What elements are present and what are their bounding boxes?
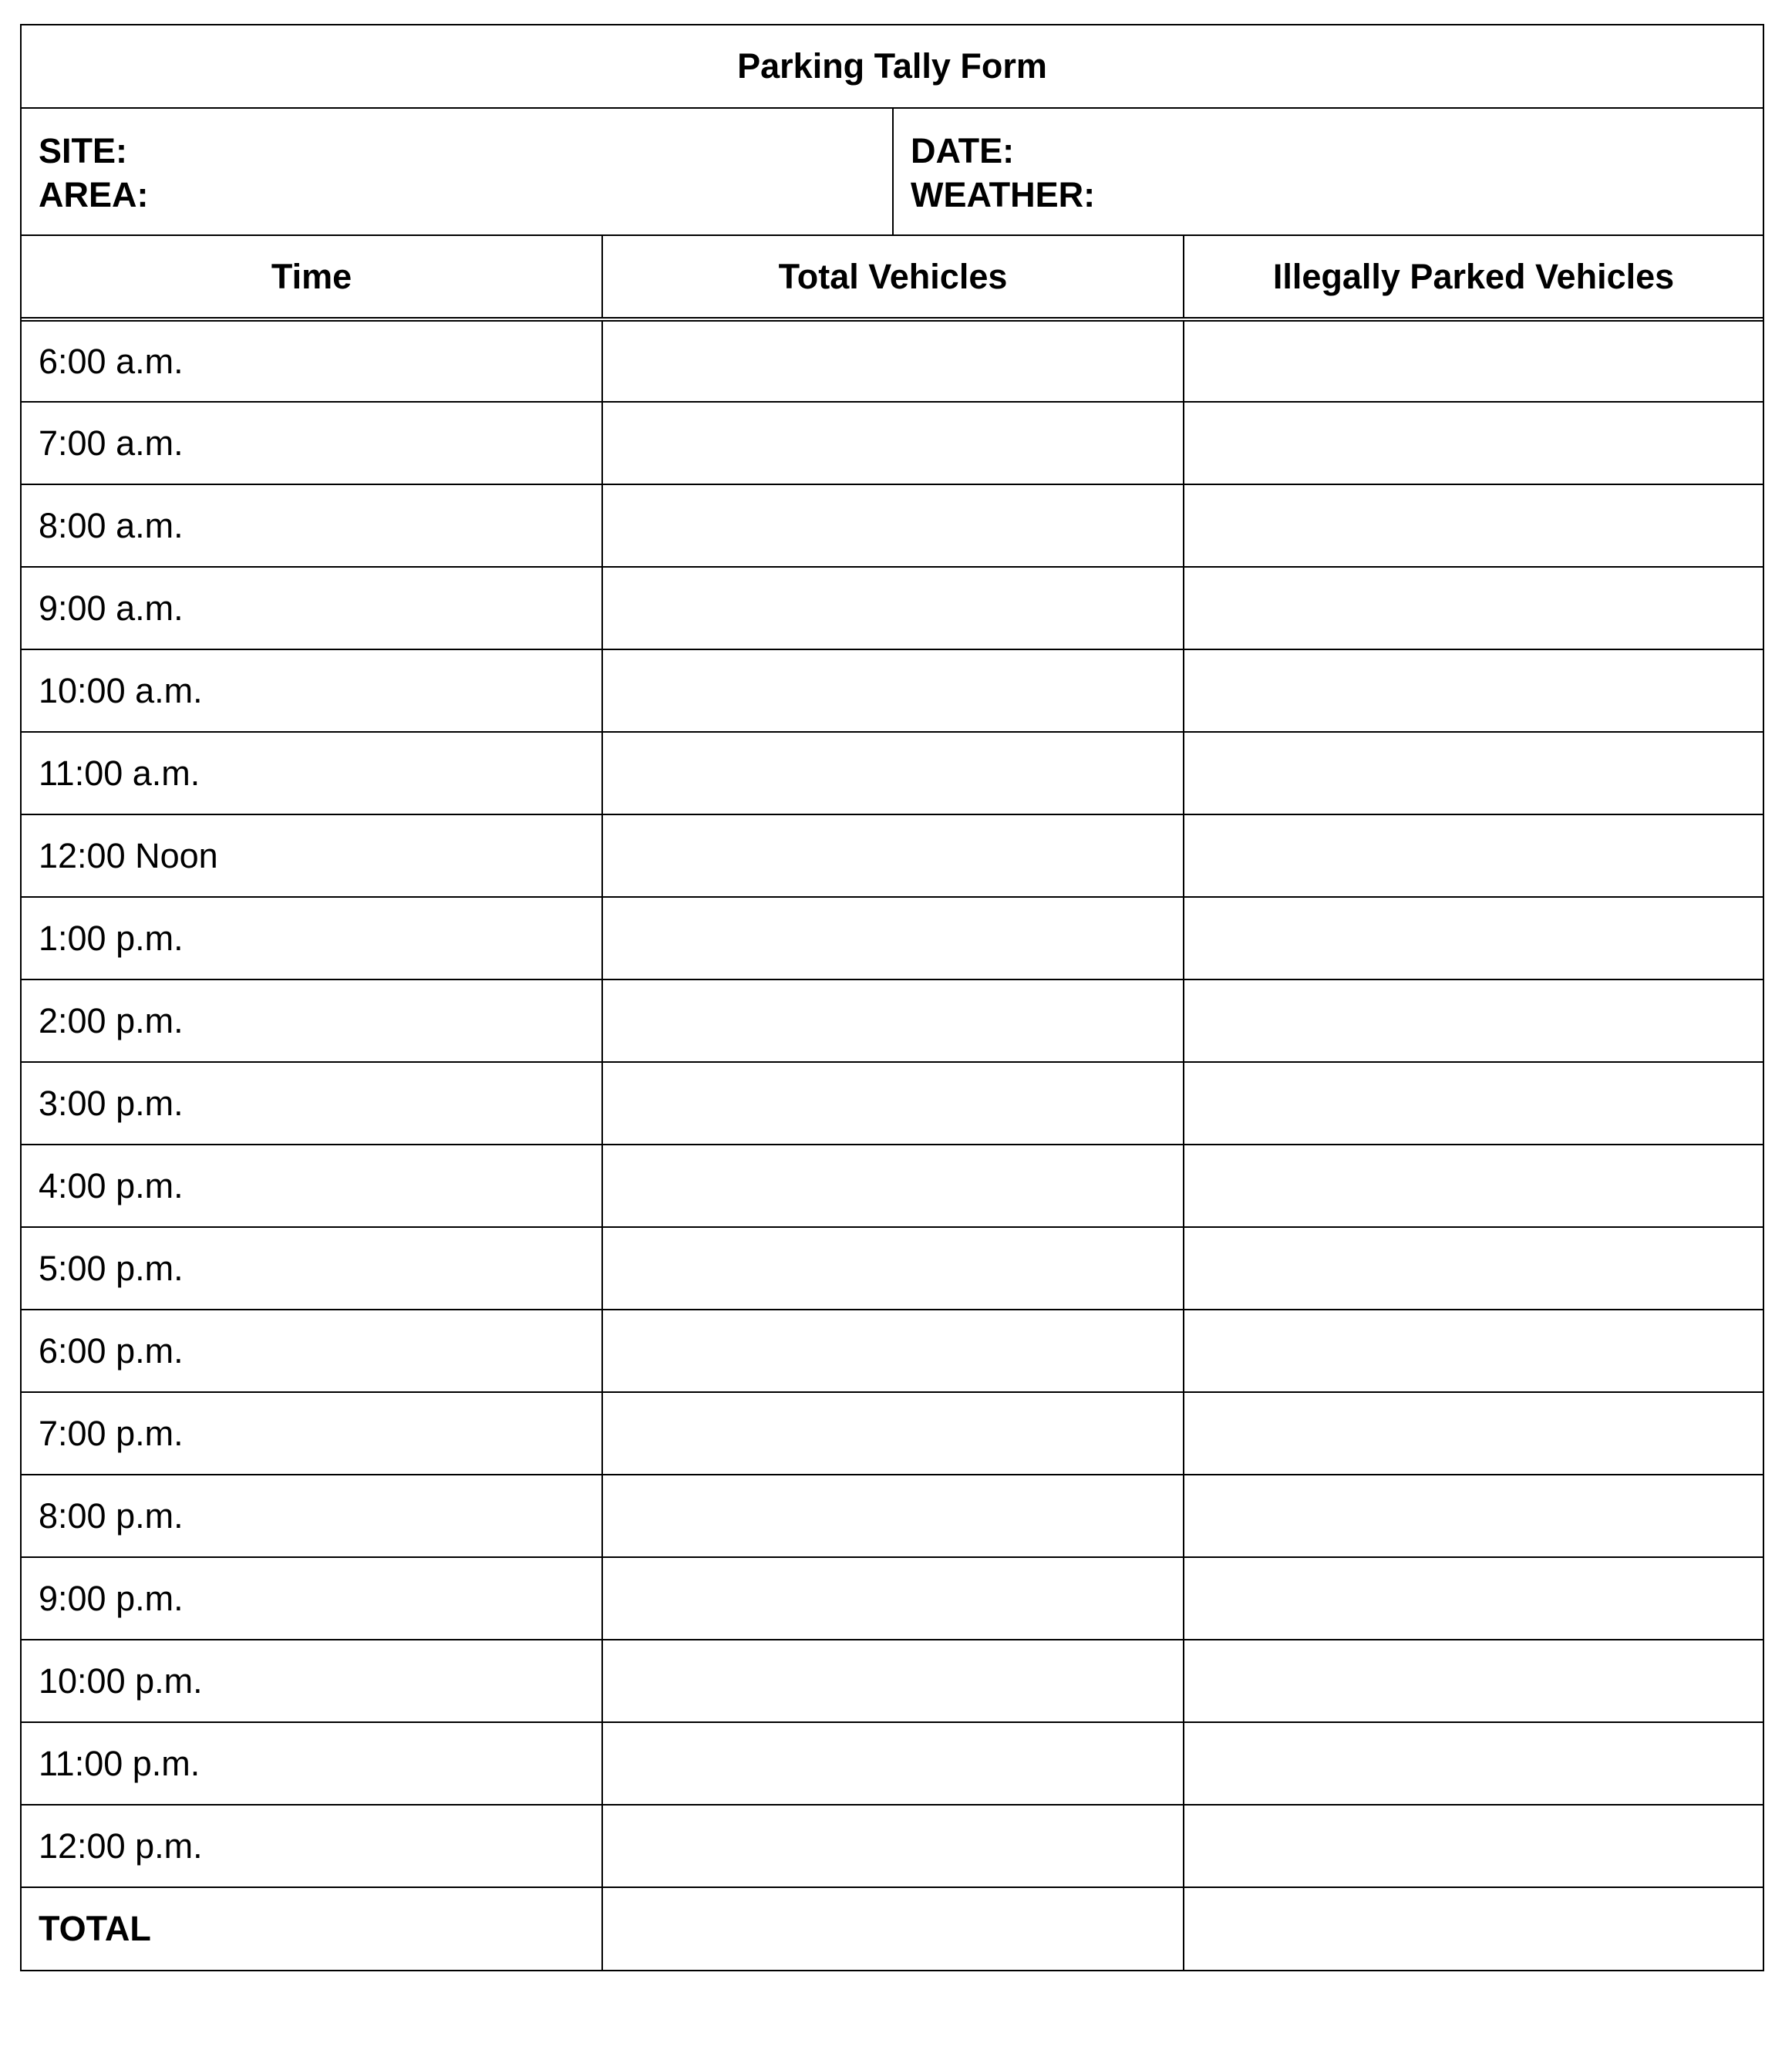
time-cell: 5:00 p.m.	[22, 1227, 602, 1310]
illegally-parked-cell[interactable]	[1184, 814, 1763, 897]
total-vehicles-cell[interactable]	[602, 402, 1184, 484]
table-row	[22, 732, 1763, 814]
total-label: TOTAL	[22, 1887, 602, 1970]
illegally-parked-cell[interactable]	[1184, 1805, 1763, 1887]
illegally-parked-cell[interactable]	[1184, 1145, 1763, 1227]
time-cell: 11:00 a.m.	[22, 732, 602, 814]
total-vehicles-cell[interactable]	[602, 567, 1184, 649]
form-title: Parking Tally Form	[22, 25, 1763, 109]
total-vehicles-cell[interactable]	[602, 1227, 1184, 1310]
table-row	[22, 649, 1763, 732]
header-time: Time	[22, 236, 602, 319]
total-vehicles-cell[interactable]	[602, 1805, 1184, 1887]
table-row	[22, 897, 1763, 979]
illegally-parked-sum-cell[interactable]	[1184, 1887, 1763, 1970]
table-row	[22, 484, 1763, 567]
time-cell: 8:00 p.m.	[22, 1475, 602, 1557]
time-cell: 3:00 p.m.	[22, 1062, 602, 1145]
date-weather-cell[interactable]	[894, 109, 1763, 234]
illegally-parked-cell[interactable]	[1184, 402, 1763, 484]
table-row	[22, 1557, 1763, 1640]
time-cell: 6:00 a.m.	[22, 319, 602, 402]
total-vehicles-cell[interactable]	[602, 1722, 1184, 1805]
table-row	[22, 1805, 1763, 1887]
total-vehicles-cell[interactable]	[602, 1392, 1184, 1475]
tally-table	[22, 236, 1763, 1970]
total-vehicles-cell[interactable]	[602, 1062, 1184, 1145]
illegally-parked-cell[interactable]	[1184, 1722, 1763, 1805]
table-header-row	[22, 236, 1763, 319]
time-cell: 8:00 a.m.	[22, 484, 602, 567]
time-cell: 4:00 p.m.	[22, 1145, 602, 1227]
table-row	[22, 1062, 1763, 1145]
table-row	[22, 567, 1763, 649]
table-row	[22, 402, 1763, 484]
total-vehicles-cell[interactable]	[602, 1310, 1184, 1392]
table-row	[22, 1640, 1763, 1722]
illegally-parked-cell[interactable]	[1184, 484, 1763, 567]
total-row	[22, 1887, 1763, 1970]
total-vehicles-cell[interactable]	[602, 897, 1184, 979]
time-cell: 12:00 p.m.	[22, 1805, 602, 1887]
illegally-parked-cell[interactable]	[1184, 319, 1763, 402]
illegally-parked-cell[interactable]	[1184, 979, 1763, 1062]
illegally-parked-cell[interactable]	[1184, 732, 1763, 814]
site-label: SITE:	[39, 131, 128, 170]
illegally-parked-cell[interactable]	[1184, 649, 1763, 732]
illegally-parked-cell[interactable]	[1184, 1640, 1763, 1722]
date-label: DATE:	[911, 131, 1015, 170]
area-label: AREA:	[39, 175, 149, 214]
total-vehicles-cell[interactable]	[602, 1557, 1184, 1640]
illegally-parked-cell[interactable]	[1184, 1392, 1763, 1475]
table-row	[22, 319, 1763, 402]
total-vehicles-cell[interactable]	[602, 649, 1184, 732]
illegally-parked-cell[interactable]	[1184, 1310, 1763, 1392]
total-vehicles-cell[interactable]	[602, 484, 1184, 567]
total-vehicles-cell[interactable]	[602, 1475, 1184, 1557]
parking-tally-form	[20, 24, 1764, 1971]
illegally-parked-cell[interactable]	[1184, 1557, 1763, 1640]
illegally-parked-cell[interactable]	[1184, 567, 1763, 649]
illegally-parked-cell[interactable]	[1184, 1475, 1763, 1557]
illegally-parked-cell[interactable]	[1184, 1227, 1763, 1310]
table-row	[22, 979, 1763, 1062]
time-cell: 11:00 p.m.	[22, 1722, 602, 1805]
table-row	[22, 814, 1763, 897]
illegally-parked-cell[interactable]	[1184, 1062, 1763, 1145]
total-vehicles-cell[interactable]	[602, 732, 1184, 814]
total-vehicles-cell[interactable]	[602, 814, 1184, 897]
time-cell: 7:00 p.m.	[22, 1392, 602, 1475]
time-cell: 9:00 a.m.	[22, 567, 602, 649]
header-illegally-parked: Illegally Parked Vehicles	[1184, 236, 1763, 319]
total-vehicles-cell[interactable]	[602, 319, 1184, 402]
weather-label: WEATHER:	[911, 175, 1096, 214]
time-cell: 12:00 Noon	[22, 814, 602, 897]
table-row	[22, 1392, 1763, 1475]
illegally-parked-cell[interactable]	[1184, 897, 1763, 979]
time-cell: 10:00 p.m.	[22, 1640, 602, 1722]
total-vehicles-cell[interactable]	[602, 979, 1184, 1062]
time-cell: 6:00 p.m.	[22, 1310, 602, 1392]
table-row	[22, 1310, 1763, 1392]
time-cell: 7:00 a.m.	[22, 402, 602, 484]
time-cell: 1:00 p.m.	[22, 897, 602, 979]
table-row	[22, 1227, 1763, 1310]
total-vehicles-cell[interactable]	[602, 1640, 1184, 1722]
time-cell: 2:00 p.m.	[22, 979, 602, 1062]
site-area-cell[interactable]	[22, 109, 894, 234]
total-vehicles-cell[interactable]	[602, 1145, 1184, 1227]
header-total-vehicles: Total Vehicles	[602, 236, 1184, 319]
form-info-row	[22, 109, 1763, 236]
time-cell: 9:00 p.m.	[22, 1557, 602, 1640]
time-cell: 10:00 a.m.	[22, 649, 602, 732]
total-vehicles-sum-cell[interactable]	[602, 1887, 1184, 1970]
table-row	[22, 1145, 1763, 1227]
table-row	[22, 1475, 1763, 1557]
table-row	[22, 1722, 1763, 1805]
